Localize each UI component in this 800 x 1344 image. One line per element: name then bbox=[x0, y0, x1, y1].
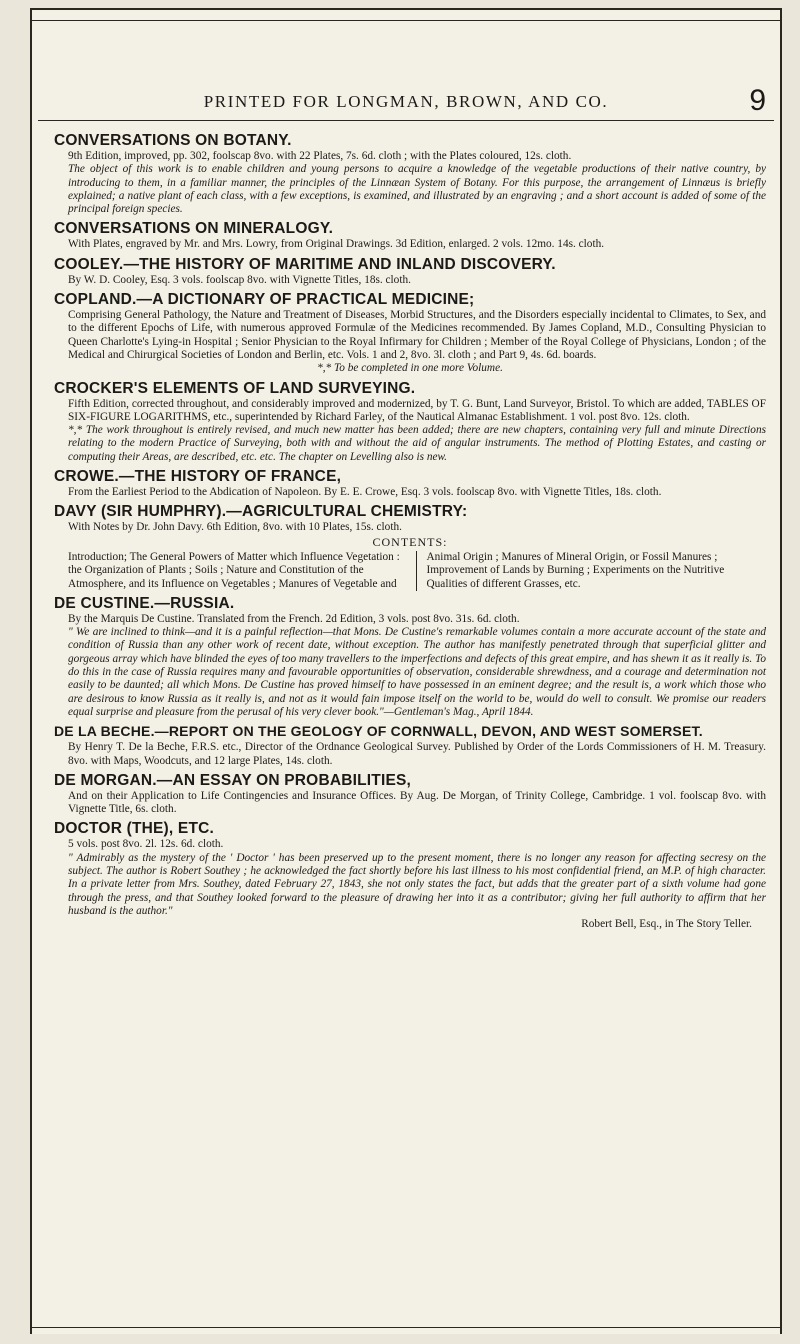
contents-left: Introduction; The General Powers of Matter which Influence Vegetation : the Organization of Plants ; Soils ; Nature and Constitution of the Atmosphere, and its Influence on Vegetables ; Manures of Vegetable and bbox=[68, 550, 400, 590]
entry-details: And on their Application to Life Contingencies and Insurance Offices. By Aug. De Morgan, of Trinity College, Cambridge. 1 vol. foolscap 8vo. with Vignette Title, 6s. cloth. bbox=[68, 789, 766, 816]
entry-davy bbox=[54, 502, 766, 590]
entry-cooley bbox=[54, 255, 766, 287]
book-page bbox=[30, 8, 782, 1334]
entry-details: With Plates, engraved by Mr. and Mrs. Lowry, from Original Drawings. 3d Edition, enlarged. 2 vols. 12mo. 14s. cloth. bbox=[68, 238, 605, 251]
top-border bbox=[32, 8, 780, 21]
entry-heading: COPLAND.—A DICTIONARY OF PRACTICAL MEDICINE; bbox=[54, 291, 475, 309]
entry-de-la-beche bbox=[54, 722, 766, 768]
entry-heading: DE MORGAN.—AN ESSAY ON PROBABILITIES, bbox=[54, 771, 412, 789]
bottom-border bbox=[32, 1327, 780, 1334]
entry-details: By W. D. Cooley, Esq. 3 vols. foolscap 8vo. with Vignette Titles, 18s. cloth. bbox=[68, 273, 411, 286]
page-number: 9 bbox=[749, 84, 766, 117]
entry-heading: DAVY (SIR HUMPHRY).—AGRICULTURAL CHEMISTRY: bbox=[54, 503, 468, 521]
entry-note: *,* The work throughout is entirely revised, and much new matter has been added; there are new chapters, containing very full and minute Directions relating to the modern Practice of Surveying, both with and without the aid of angular instruments. The method of Plotting Estates, and casting or computing their Areas, are described, etc. etc. The chapter on Levelling also is new. bbox=[68, 424, 766, 463]
entry-details: By Henry T. De la Beche, F.R.S. etc., Director of the Ordnance Geological Survey. Published by Order of the Lords Commissioners of H. M. Treasury. 8vo. with Maps, Woodcuts, and 12 large Plates, 14s. cloth. bbox=[68, 741, 766, 767]
entry-details: 9th Edition, improved, pp. 302, foolscap 8vo. with 22 Plates, 7s. 6d. cloth ; with the Plates coloured, 12s. cloth. bbox=[68, 150, 572, 162]
contents-columns bbox=[68, 551, 766, 591]
entry-details: By the Marquis De Custine. Translated from the French. 2d Edition, 3 vols. post 8vo. 31s. 6d. cloth. bbox=[68, 612, 520, 625]
entry-details: With Notes by Dr. John Davy. 6th Edition, 8vo. with 10 Plates, 15s. cloth. bbox=[68, 521, 402, 534]
running-title: PRINTED FOR LONGMAN, BROWN, AND CO. bbox=[203, 92, 609, 111]
entry-de-custine bbox=[54, 594, 766, 719]
entry-attribution: Robert Bell, Esq., in The Story Teller. bbox=[581, 918, 752, 931]
entry-heading: CROWE.—THE HISTORY OF FRANCE, bbox=[54, 468, 342, 486]
entry-center-note: *,* To be completed in one more Volume. bbox=[317, 362, 503, 375]
entry-heading: COOLEY.—THE HISTORY OF MARITIME AND INLAND DISCOVERY. bbox=[54, 255, 556, 273]
entry-copland bbox=[54, 290, 766, 375]
running-head bbox=[32, 84, 780, 118]
entry-heading: DE CUSTINE.—RUSSIA. bbox=[54, 594, 235, 612]
catalogue-entries bbox=[54, 128, 766, 931]
entry-mineralogy bbox=[54, 219, 766, 251]
entry-doctor bbox=[54, 819, 766, 931]
entry-details: Comprising General Pathology, the Nature and Treatment of Diseases, Morbid Structures, and the Disorders especially incidental to Climates, to Sex, and to the different Epochs of Life, with numerous approved Formulæ of the Medicines recommended. By James Copland, M.D., Consulting Physician to Queen Charlotte's Lying-in Hospital ; Senior Physician to the Royal Infirmary for Children ; Member of the Royal College of Physicians, London ; of the Medical and Chirurgical Societies of London and Berlin, etc. Vols. 1 and 2, 8vo. 3l. cloth ; and Part 9, 4s. 6d. boards. bbox=[68, 309, 766, 361]
entry-de-morgan bbox=[54, 771, 766, 817]
entry-crowe bbox=[54, 467, 766, 499]
entry-details: 5 vols. post 8vo. 2l. 12s. 6d. cloth. bbox=[68, 838, 224, 851]
entry-note: The object of this work is to enable children and young persons to acquire a knowledge of the vegetable productions of their native country, by introducing to them, in a familiar manner, the principles of the Linnæan System of Botany. For this purpose, the arrangement of Linnæus is briefly explained; a native plant of each class, with a few exceptions, is examined, and illustrated by an engraving ; and a short account is added of some of the principal foreign species. bbox=[68, 163, 766, 216]
entry-heading: CONVERSATIONS ON BOTANY. bbox=[54, 132, 292, 149]
entry-details: Fifth Edition, corrected throughout, and considerably improved and modernized, by T. G. Bunt, Land Surveyor, Bristol. To which are added, TABLES OF SIX-FIGURE LOGARITHMS, etc., superintended by Richard Farley, of the Nautical Almanac Establishment. 1 vol. post 8vo. 12s. cloth. bbox=[68, 397, 766, 423]
entry-botany bbox=[54, 131, 766, 216]
entry-heading: DOCTOR (THE), ETC. bbox=[54, 820, 215, 838]
header-rule bbox=[38, 120, 774, 121]
entry-crocker bbox=[54, 379, 766, 464]
entry-heading: DE LA BECHE.—REPORT ON THE GEOLOGY OF CORNWALL, DEVON, AND WEST SOMERSET. bbox=[54, 723, 703, 740]
entry-heading: CROCKER'S ELEMENTS OF LAND SURVEYING. bbox=[54, 379, 416, 397]
entry-details: From the Earliest Period to the Abdication of Napoleon. By E. E. Crowe, Esq. 3 vols. foolscap 8vo. with Vignette Titles, 18s. cloth. bbox=[68, 486, 662, 499]
entry-note: " We are inclined to think—and it is a painful reflection—that Mons. De Custine's remarkable volumes contain a more accurate account of the state and condition of Russia than any other work of recent date, without exception. The author has manifestly penetrated through that superficial glitter and gorgeous array which have blinded the eyes of too many travellers to the imperfections and defects of this great empire, and has shewn it as it really is. To do this in the case of Russia requires many and favourable opportunities of observation, considerable shrewdness, and a courage and determination not easily to be daunted; all which Mons. De Custine has proved himself to have possessed in an eminent degree; and the result is, a work which those who are desirous to know Russia as it really is, and not as it would fain impose itself on the world to be, would do well to consult. We promise our readers equal surprise and pleasure from the perusal of his very clever book."—Gentleman's Mag., April 1844. bbox=[68, 626, 766, 718]
entry-note: " Admirably as the mystery of the ' Doctor ' has been preserved up to the present moment, there is no longer any reason for affecting secresy on the subject. The author is Robert Southey ; he acknowledged the fact shortly before his last illness to his most confidential friend, an M.P. of high character. In a private letter from Mrs. Southey, dated February 27, 1843, she not only states the fact, but adds that the greater part of a sixth volume had gone through the press, and that Southey looked forward to the pleasure of drawing her into it as a contributor; giving her full authority to affirm that her husband is the author." bbox=[68, 851, 766, 917]
contents-right: Animal Origin ; Manures of Mineral Origin, or Fossil Manures ; Improvement of Lands by Burning ; Experiments on the Nutritive Qualities of different Grasses, etc. bbox=[416, 551, 767, 591]
contents-title: CONTENTS: bbox=[372, 534, 448, 549]
entry-heading: CONVERSATIONS ON MINERALOGY. bbox=[54, 220, 334, 238]
